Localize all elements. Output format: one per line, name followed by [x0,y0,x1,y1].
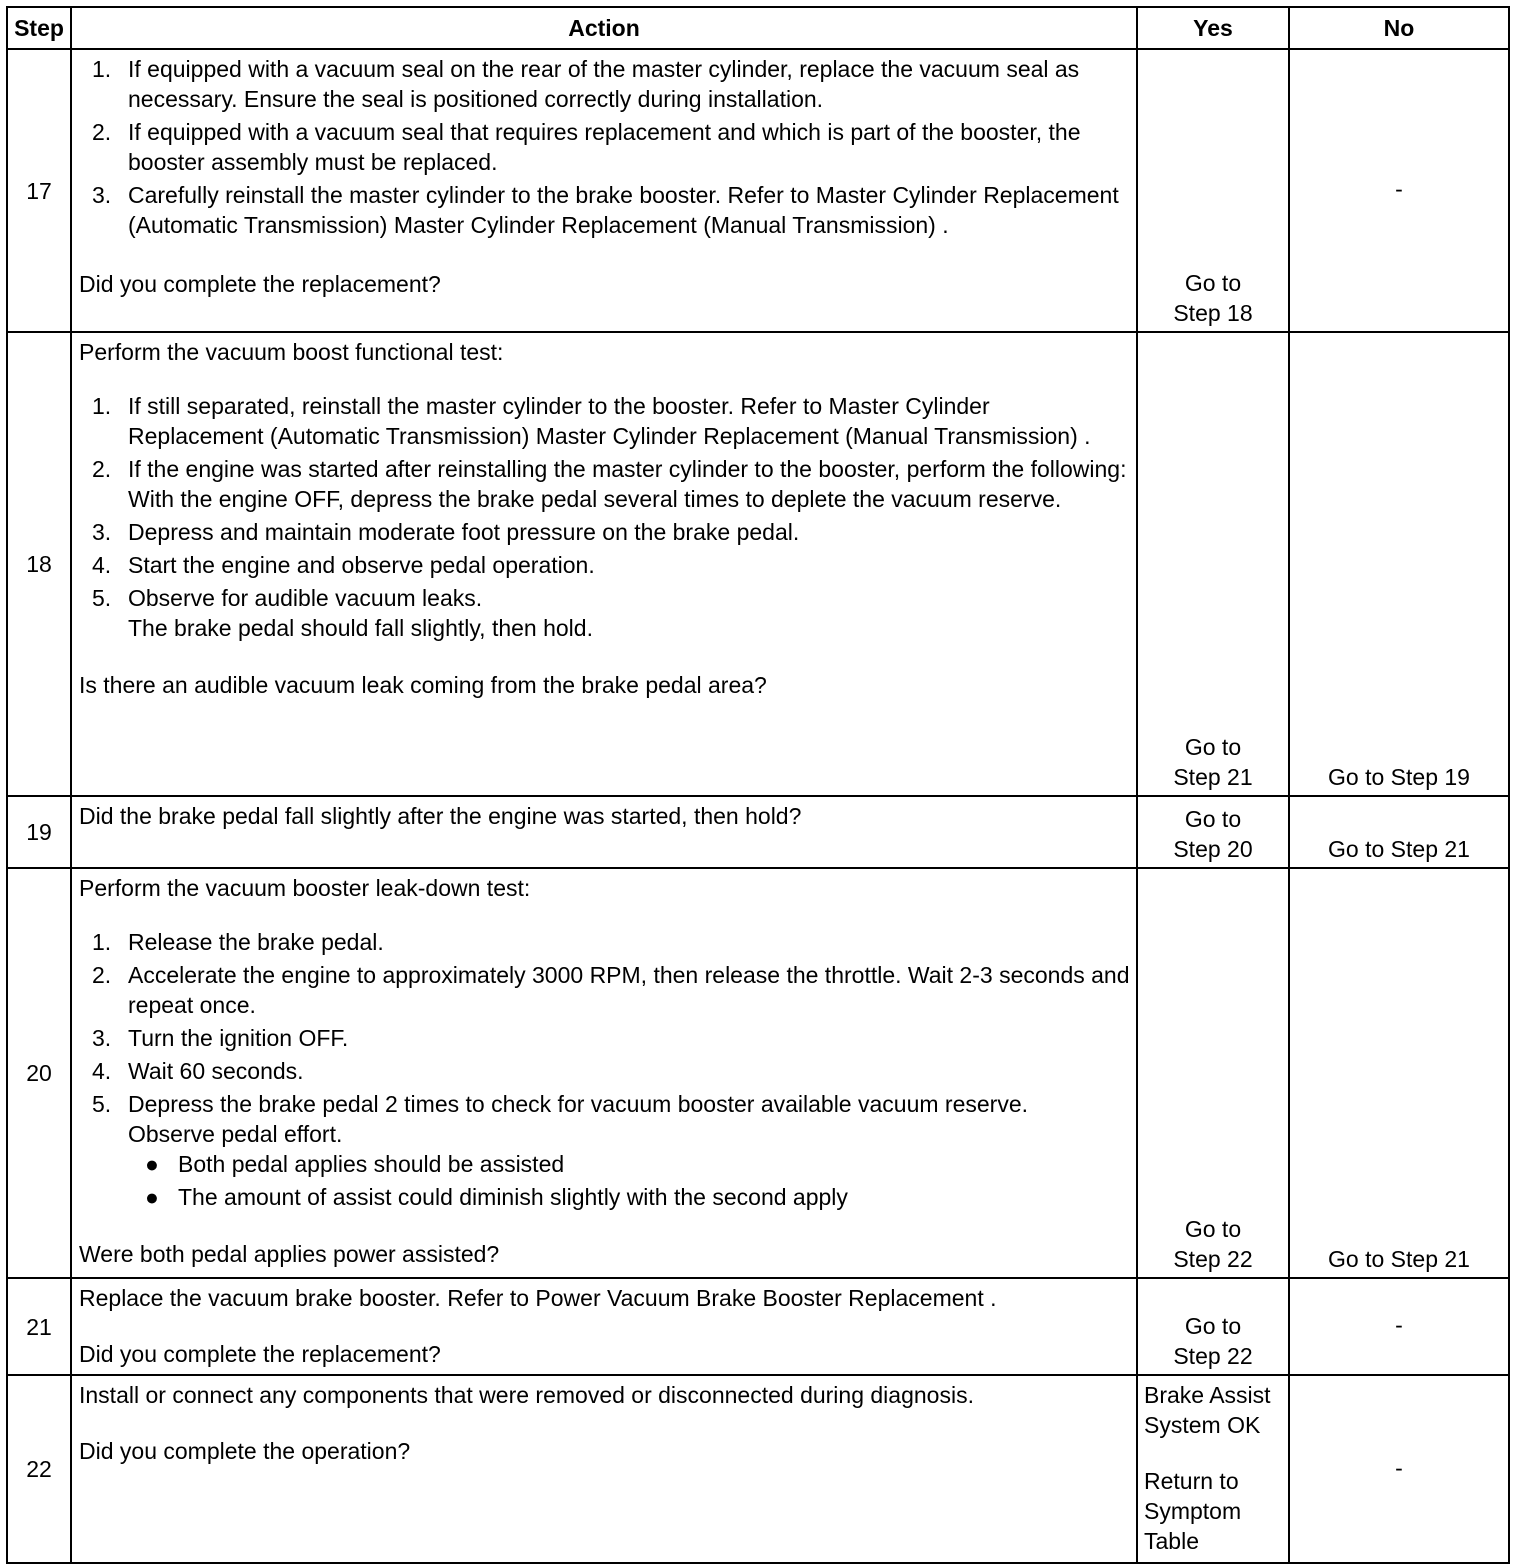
yes-cell: Go to Step 22 [1137,868,1289,1278]
list-item: 2. Accelerate the engine to approximately 3000 RPM, then release the throttle. Wait 2-3 seconds and repeat once. [92,962,1130,1018]
table-row-step-19 [7,796,1509,868]
action-cell [71,868,1137,1278]
diagnostic-table [6,6,1510,1564]
action-cell [71,332,1137,796]
list-item: 4. Start the engine and observe pedal operation. [92,552,595,578]
table-row-step-17 [7,49,1509,332]
action-text: Install or connect any components that were removed or disconnected during diagnosis. [79,1382,974,1408]
bullet-item: ● Both pedal applies should be assisted [145,1151,565,1177]
list-item: 2. If equipped with a vacuum seal that requires replacement and which is part of the booster, the booster assembly must be replaced. [92,119,1081,175]
action-cell [71,796,1137,868]
question-text: Did you complete the operation? [79,1438,411,1464]
header-no: No [1289,7,1509,49]
question-text: Did you complete the replacement? [79,1341,441,1367]
list-item: 3. Depress and maintain moderate foot pressure on the brake pedal. [92,519,800,545]
no-link[interactable]: Go to Step 21 [1328,1246,1470,1272]
list-item: 3. Carefully reinstall the master cylinder to the brake booster. Refer to Master Cylinder Replacement (Automatic Transmission) Master Cylinder Replacement (Manual Transmission) . [92,182,1119,238]
action-list [79,391,1130,643]
header-step: Step [7,7,71,49]
list-item: 3. Turn the ignition OFF. [92,1025,349,1051]
yes-cell: Go to Step 20 [1137,796,1289,868]
step-number: 17 [7,49,71,332]
yes-link[interactable]: Step 21 [1173,764,1253,790]
yes-link[interactable]: Step 22 [1173,1343,1253,1369]
step-number: 22 [7,1375,71,1563]
action-cell [71,1375,1137,1563]
question-text: Did the brake pedal fall slightly after the engine was started, then hold? [79,803,802,829]
table-row-step-20 [7,868,1509,1278]
table-row-step-18 [7,332,1509,796]
no-cell [1289,332,1509,796]
list-item: 1. If still separated, reinstall the master cylinder to the booster. Refer to Master Cylinder Replacement (Automatic Transmission) Master Cylinder Replacement (Manual Transmission) . [92,393,1091,449]
no-cell [1289,796,1509,868]
step-number: 19 [7,796,71,868]
yes-link[interactable]: Step 22 [1173,1246,1253,1272]
return-link[interactable]: Return to Symptom Table [1144,1468,1242,1554]
diagnostic-table-wrapper [6,6,1510,1564]
question-text: Were both pedal applies power assisted? [79,1241,500,1267]
no-cell [1289,868,1509,1278]
yes-cell: Go to Step 21 [1137,332,1289,796]
no-link[interactable]: Go to Step 21 [1328,836,1470,862]
bullet-item: ● The amount of assist could diminish slightly with the second apply [145,1184,848,1210]
header-action: Action [71,7,1137,49]
question-text: Did you complete the replacement? [79,271,441,297]
step-number: 21 [7,1278,71,1375]
yes-cell [1137,1375,1289,1563]
table-row-step-22 [7,1375,1509,1563]
step-number: 20 [7,868,71,1278]
step-number: 18 [7,332,71,796]
list-item: 2. If the engine was started after reinstalling the master cylinder to the booster, perform the following: With the engine OFF, depress the brake pedal several times to deplete the vacuum reserve. [92,456,1127,512]
yes-cell: Go to Step 22 [1137,1278,1289,1375]
intro-text: Perform the vacuum booster leak-down test: [79,875,531,901]
result-text: Brake Assist System OK [1144,1382,1271,1438]
yes-link[interactable]: Step 20 [1173,836,1253,862]
table-header-row [7,7,1509,49]
yes-cell: Go to Step 18 [1137,49,1289,332]
bullet-icon: ● [145,1151,159,1177]
table-row-step-21 [7,1278,1509,1375]
bullet-icon: ● [145,1184,159,1210]
action-list [79,927,1130,1212]
action-cell [71,49,1137,332]
list-item: 5. Observe for audible vacuum leaks. The brake pedal should fall slightly, then hold. [92,585,593,641]
list-item: 5. Depress the brake pedal 2 times to check for vacuum booster available vacuum reserve. Observe pedal effort. ● Both pedal applies should be assisted ● The amount of assist could diminish slightly with the second apply [79,1089,1130,1212]
list-item: 1. Release the brake pedal. [92,929,384,955]
action-list [79,54,1130,240]
header-yes: Yes [1137,7,1289,49]
list-item: 1. If equipped with a vacuum seal on the rear of the master cylinder, replace the vacuum seal as necessary. Ensure the seal is positioned correctly during installation. [92,56,1080,112]
no-cell: - [1289,49,1509,332]
action-cell [71,1278,1137,1375]
bullet-list [128,1149,1130,1212]
action-text: Replace the vacuum brake booster. Refer to Power Vacuum Brake Booster Replacement . [79,1285,997,1311]
no-link[interactable]: Go to Step 19 [1328,764,1470,790]
no-cell: - [1289,1375,1509,1563]
list-item: 4. Wait 60 seconds. [92,1058,304,1084]
no-cell: - [1289,1278,1509,1375]
question-text: Is there an audible vacuum leak coming from the brake pedal area? [79,672,767,698]
yes-link[interactable]: Step 18 [1173,300,1253,326]
intro-text: Perform the vacuum boost functional test: [79,339,504,365]
